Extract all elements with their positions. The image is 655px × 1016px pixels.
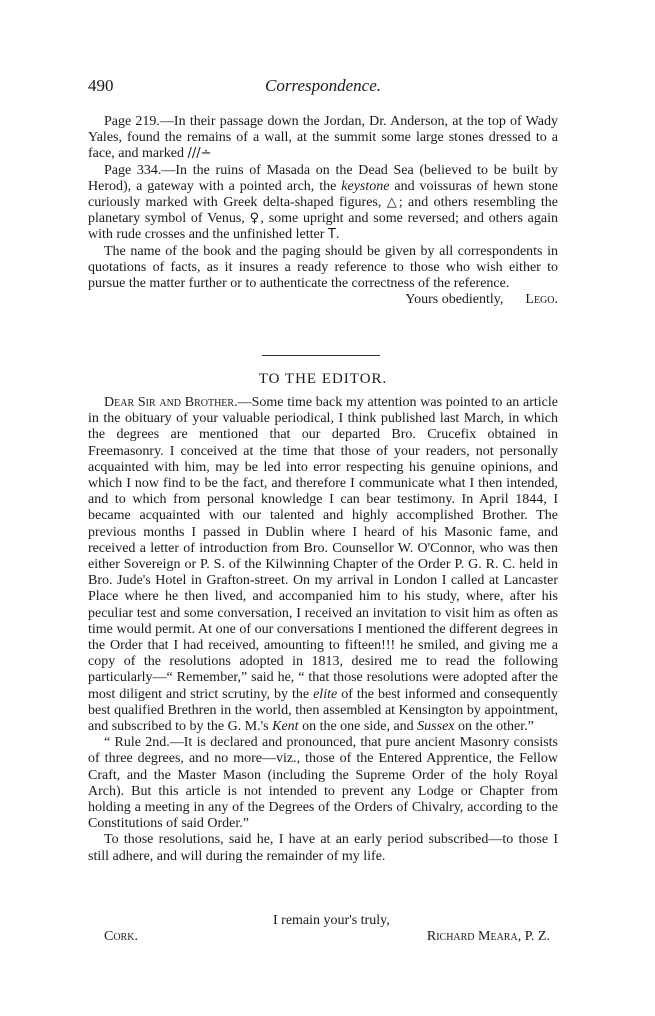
note-signer: Lego. (525, 292, 558, 308)
page-header (88, 76, 558, 100)
running-head: Correspondence. (265, 76, 381, 95)
page-number: 490 (88, 76, 114, 95)
letter-closing-line (88, 913, 558, 929)
letter-body (88, 395, 558, 865)
delta-glyph: △ (386, 195, 399, 211)
letter-place: Cork. (104, 929, 138, 944)
unfinished-tau-glyph: T (327, 227, 336, 243)
letter-paragraph-1: Dear Sir and Brother.—Some time back my attention was pointed to an article in the obituary of your valuable periodical, I think published last March, in which the degrees are mentioned that our departed Bro. Crucefix obtained in Freemasonry. I conceived at the time that those of your readers, not personally acquainted with him, may be led into error respecting his genuine opinions, and which I now find to be the fact, and therefore I communicate what I then intended, and to which from personal knowledge I can bear testimony. In April 1844, I became acquainted with our talented and highly accomplished Brother. The previous months I passed in Dublin where I heard of his Masonic fame, and received a letter of introduction from Bro. Counsellor W. O'Connor, who was then either Sovereign or P. S. of the Kilwinning Chapter of the Order P. G. R. C. held in Bro. Jude's Hotel in Grafton-street. On my arrival in London I called at Lancaster Place where he then lived, and accompanied him to his study, where, after his peculiar test and some conversation, I received an invitation to visit him as often as time would permit. At one of our conversations I mentioned the different degrees in the Order that I had received, amounting to fifteen!!! he smiled, and giving me a copy of the resolutions adopted in 1813, desired me to read the following particularly—“ Remember,” said he, “ that those resolutions were adopted after the most diligent and strict scrutiny, by the elite of the best informed and consequently best qualified Brethren in the world, then assembled at Kensington by appointment, and subscribed to by the G. M.'s Kent on the one side, and Sussex on the other.” (88, 395, 558, 735)
wall-mark-glyph: ///∸ (187, 146, 212, 162)
salutation: Dear Sir and Brother. (104, 395, 238, 410)
section-divider (262, 355, 380, 356)
note-signoff: Yours obediently, Lego. (405, 292, 558, 308)
note-page-219: Page 219.—In their passage down the Jordan, Dr. Anderson, at the top of Wady Yales, found the remains of a wall, at the summit some large stones dressed to a face, and marked ///∸ (88, 114, 558, 162)
notes-section (88, 114, 558, 308)
letter-signature-line (88, 929, 558, 945)
note-reference-advice: The name of the book and the paging should be given by all correspondents in quotations of facts, as it insures a ready reference to those who wish either to pursue the matter further or to authenticate the correctness of the reference. (88, 243, 558, 292)
letter-paragraph-3: To those resolutions, said he, I have at an early period subscribed—to those I still adhere, and will during the remainder of my life. (88, 832, 558, 864)
letter-signature: Richard Meara, P. Z. (426, 929, 550, 944)
letter-paragraph-rule-2: “ Rule 2nd.—It is declared and pronounced, that pure ancient Masonry consists of three degrees, and no more—viz., those of the Entered Apprentice, the Fellow Craft, and the Master Mason (including the Supreme Order of the holy Royal Arch). But this article is not intended to prevent any Lodge or Chapter from holding a meeting in any of the Degrees of the Orders of Chivalry, according to the Constitutions of said Order.” (88, 735, 558, 832)
venus-symbol-glyph: ♀ (249, 211, 261, 227)
note-page-334: Page 334.—In the ruins of Masada on the Dead Sea (believed to be built by Herod), a gateway with a pointed arch, the keystone and voissuras of hewn stone curiously marked with Greek delta-shaped figures, △; and others resembling the planetary symbol of Venus, ♀, some upright and some reversed; and others again with rude crosses and the unfinished letter T. (88, 162, 559, 243)
closing-phrase: I remain your's truly, (273, 913, 390, 928)
letter-title: TO THE EDITOR. (258, 371, 388, 387)
